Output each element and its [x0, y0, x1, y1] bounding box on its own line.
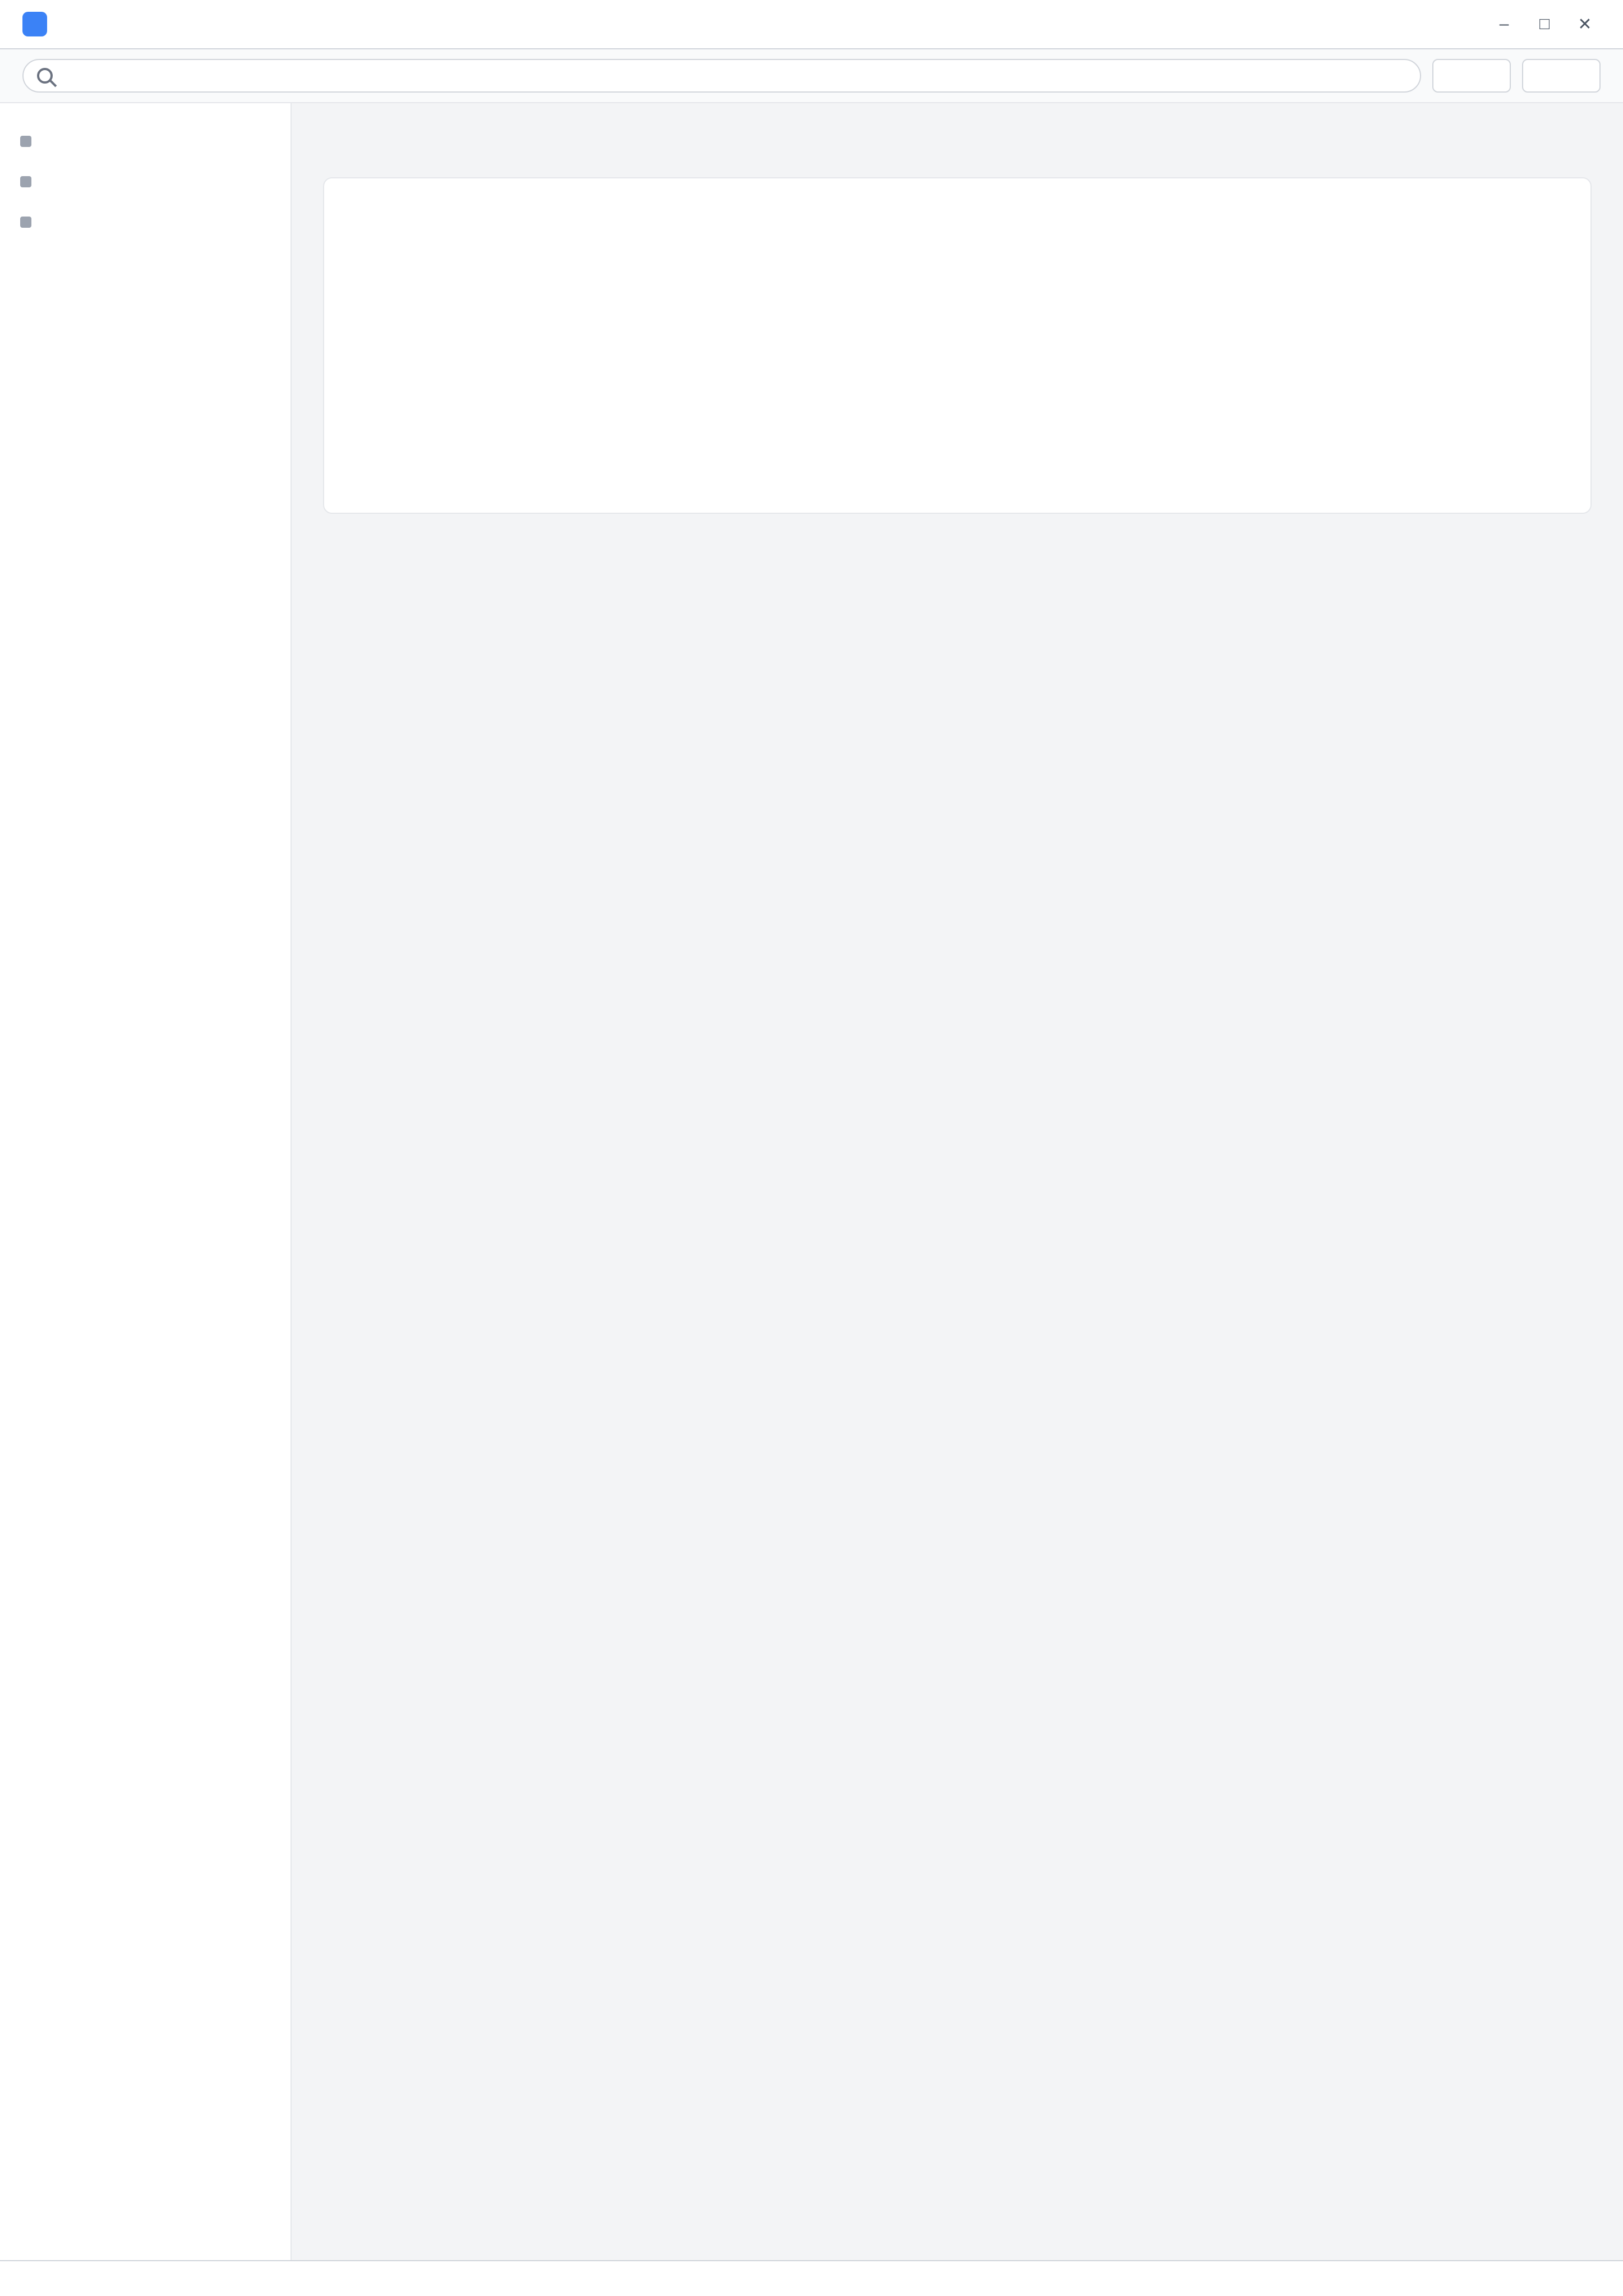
window-controls — [1488, 8, 1601, 40]
status-bar — [0, 2260, 1623, 2296]
sidebar-item-icon — [20, 136, 31, 147]
sidebar-item-icon — [20, 217, 31, 228]
sidebar-item[interactable] — [0, 162, 291, 202]
sidebar — [0, 103, 292, 2260]
secondary-button[interactable] — [1522, 59, 1601, 93]
content-panel — [323, 177, 1592, 514]
app-icon — [22, 12, 47, 36]
main-content — [292, 103, 1623, 2260]
toolbar — [0, 49, 1623, 103]
sidebar-item-icon — [20, 176, 31, 187]
title-bar — [0, 0, 1623, 49]
search-box[interactable] — [22, 59, 1421, 93]
sidebar-item[interactable] — [0, 202, 291, 242]
body-area — [0, 103, 1623, 2260]
search-icon — [37, 68, 53, 84]
maximize-icon[interactable]: □ — [1539, 15, 1550, 33]
minimize-icon[interactable]: – — [1499, 15, 1509, 33]
sidebar-item[interactable] — [0, 121, 291, 162]
search-input[interactable] — [62, 66, 1407, 85]
close-icon[interactable]: ✕ — [1578, 15, 1592, 34]
page-title — [323, 130, 1592, 159]
primary-button[interactable] — [1432, 59, 1511, 93]
